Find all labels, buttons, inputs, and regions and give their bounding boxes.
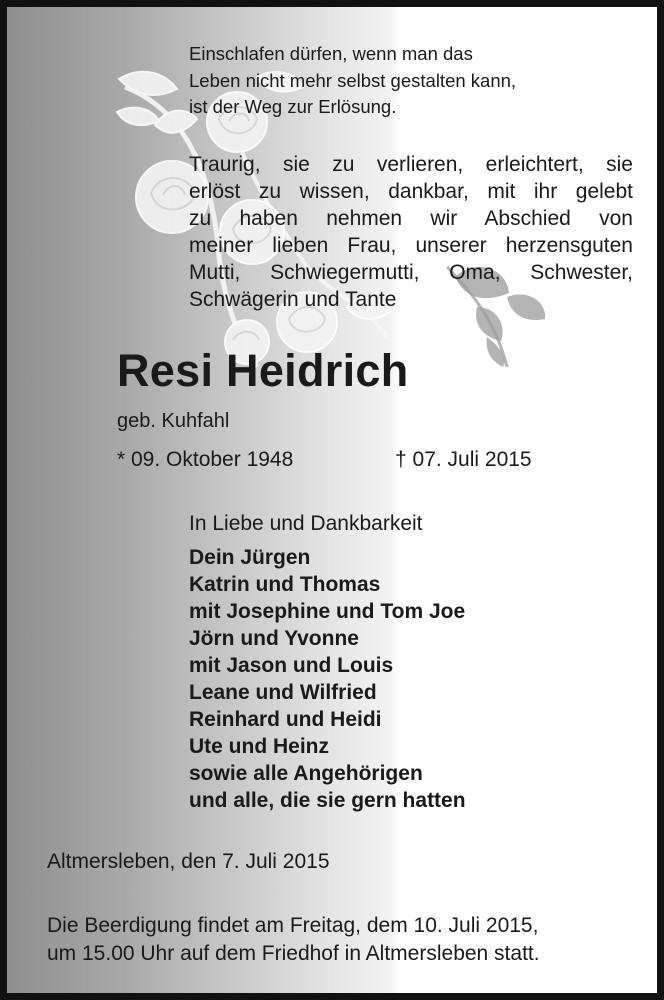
mourner-entry: Katrin und Thomas — [189, 573, 381, 596]
paragraph-line: Schwägerin und Tante — [189, 288, 397, 311]
paragraph-line: Mutti, Schwiegermutti, Oma, Schwester, — [189, 261, 633, 284]
paragraph-line: Traurig, sie zu verlieren, erleichtert, sie — [189, 153, 633, 176]
mourners-intro: In Liebe und Dankbarkeit — [189, 512, 423, 535]
quote-line: Einschlafen dürfen, wenn man das — [189, 43, 473, 64]
funeral-info — [47, 912, 540, 968]
mourner-entry: mit Jason und Louis — [189, 654, 394, 677]
farewell-paragraph — [189, 151, 633, 313]
mourner-entry: mit Josephine und Tom Joe — [189, 600, 466, 623]
paragraph-line: erlöst zu wissen, dankbar, mit ihr gelebt — [189, 180, 633, 203]
mourner-entry: Reinhard und Heidi — [189, 708, 382, 731]
deceased-name: Resi Heidrich — [117, 345, 409, 396]
funeral-line: um 15.00 Uhr auf dem Friedhof in Altmersleben statt. — [47, 942, 540, 965]
mourner-entry: Leane und Wilfried — [189, 681, 377, 704]
quote-line: ist der Weg zur Erlösung. — [189, 96, 397, 117]
funeral-line: Die Beerdigung findet am Freitag, dem 10. Juli 2015, — [47, 914, 539, 937]
maiden-name: geb. Kuhfahl — [117, 410, 230, 432]
birth-date: * 09. Oktober 1948 — [117, 448, 294, 471]
paragraph-line: zu haben nehmen wir Abschied von — [189, 207, 633, 230]
mourner-entry: Dein Jürgen — [189, 546, 311, 569]
mourner-entry: sowie alle Angehörigen — [189, 762, 423, 785]
paragraph-line: meiner lieben Frau, unserer herzensguten — [189, 234, 633, 257]
opening-quote — [189, 41, 516, 121]
place-and-date: Altmersleben, den 7. Juli 2015 — [47, 850, 330, 873]
quote-line: Leben nicht mehr selbst gestalten kann, — [189, 69, 517, 91]
mourner-entry: Jörn und Yvonne — [189, 627, 359, 650]
death-date: † 07. Juli 2015 — [395, 448, 532, 471]
mourner-entry: Ute und Heinz — [189, 735, 329, 758]
mourner-entry: und alle, die sie gern hatten — [189, 789, 466, 812]
mourners-list — [189, 544, 466, 814]
